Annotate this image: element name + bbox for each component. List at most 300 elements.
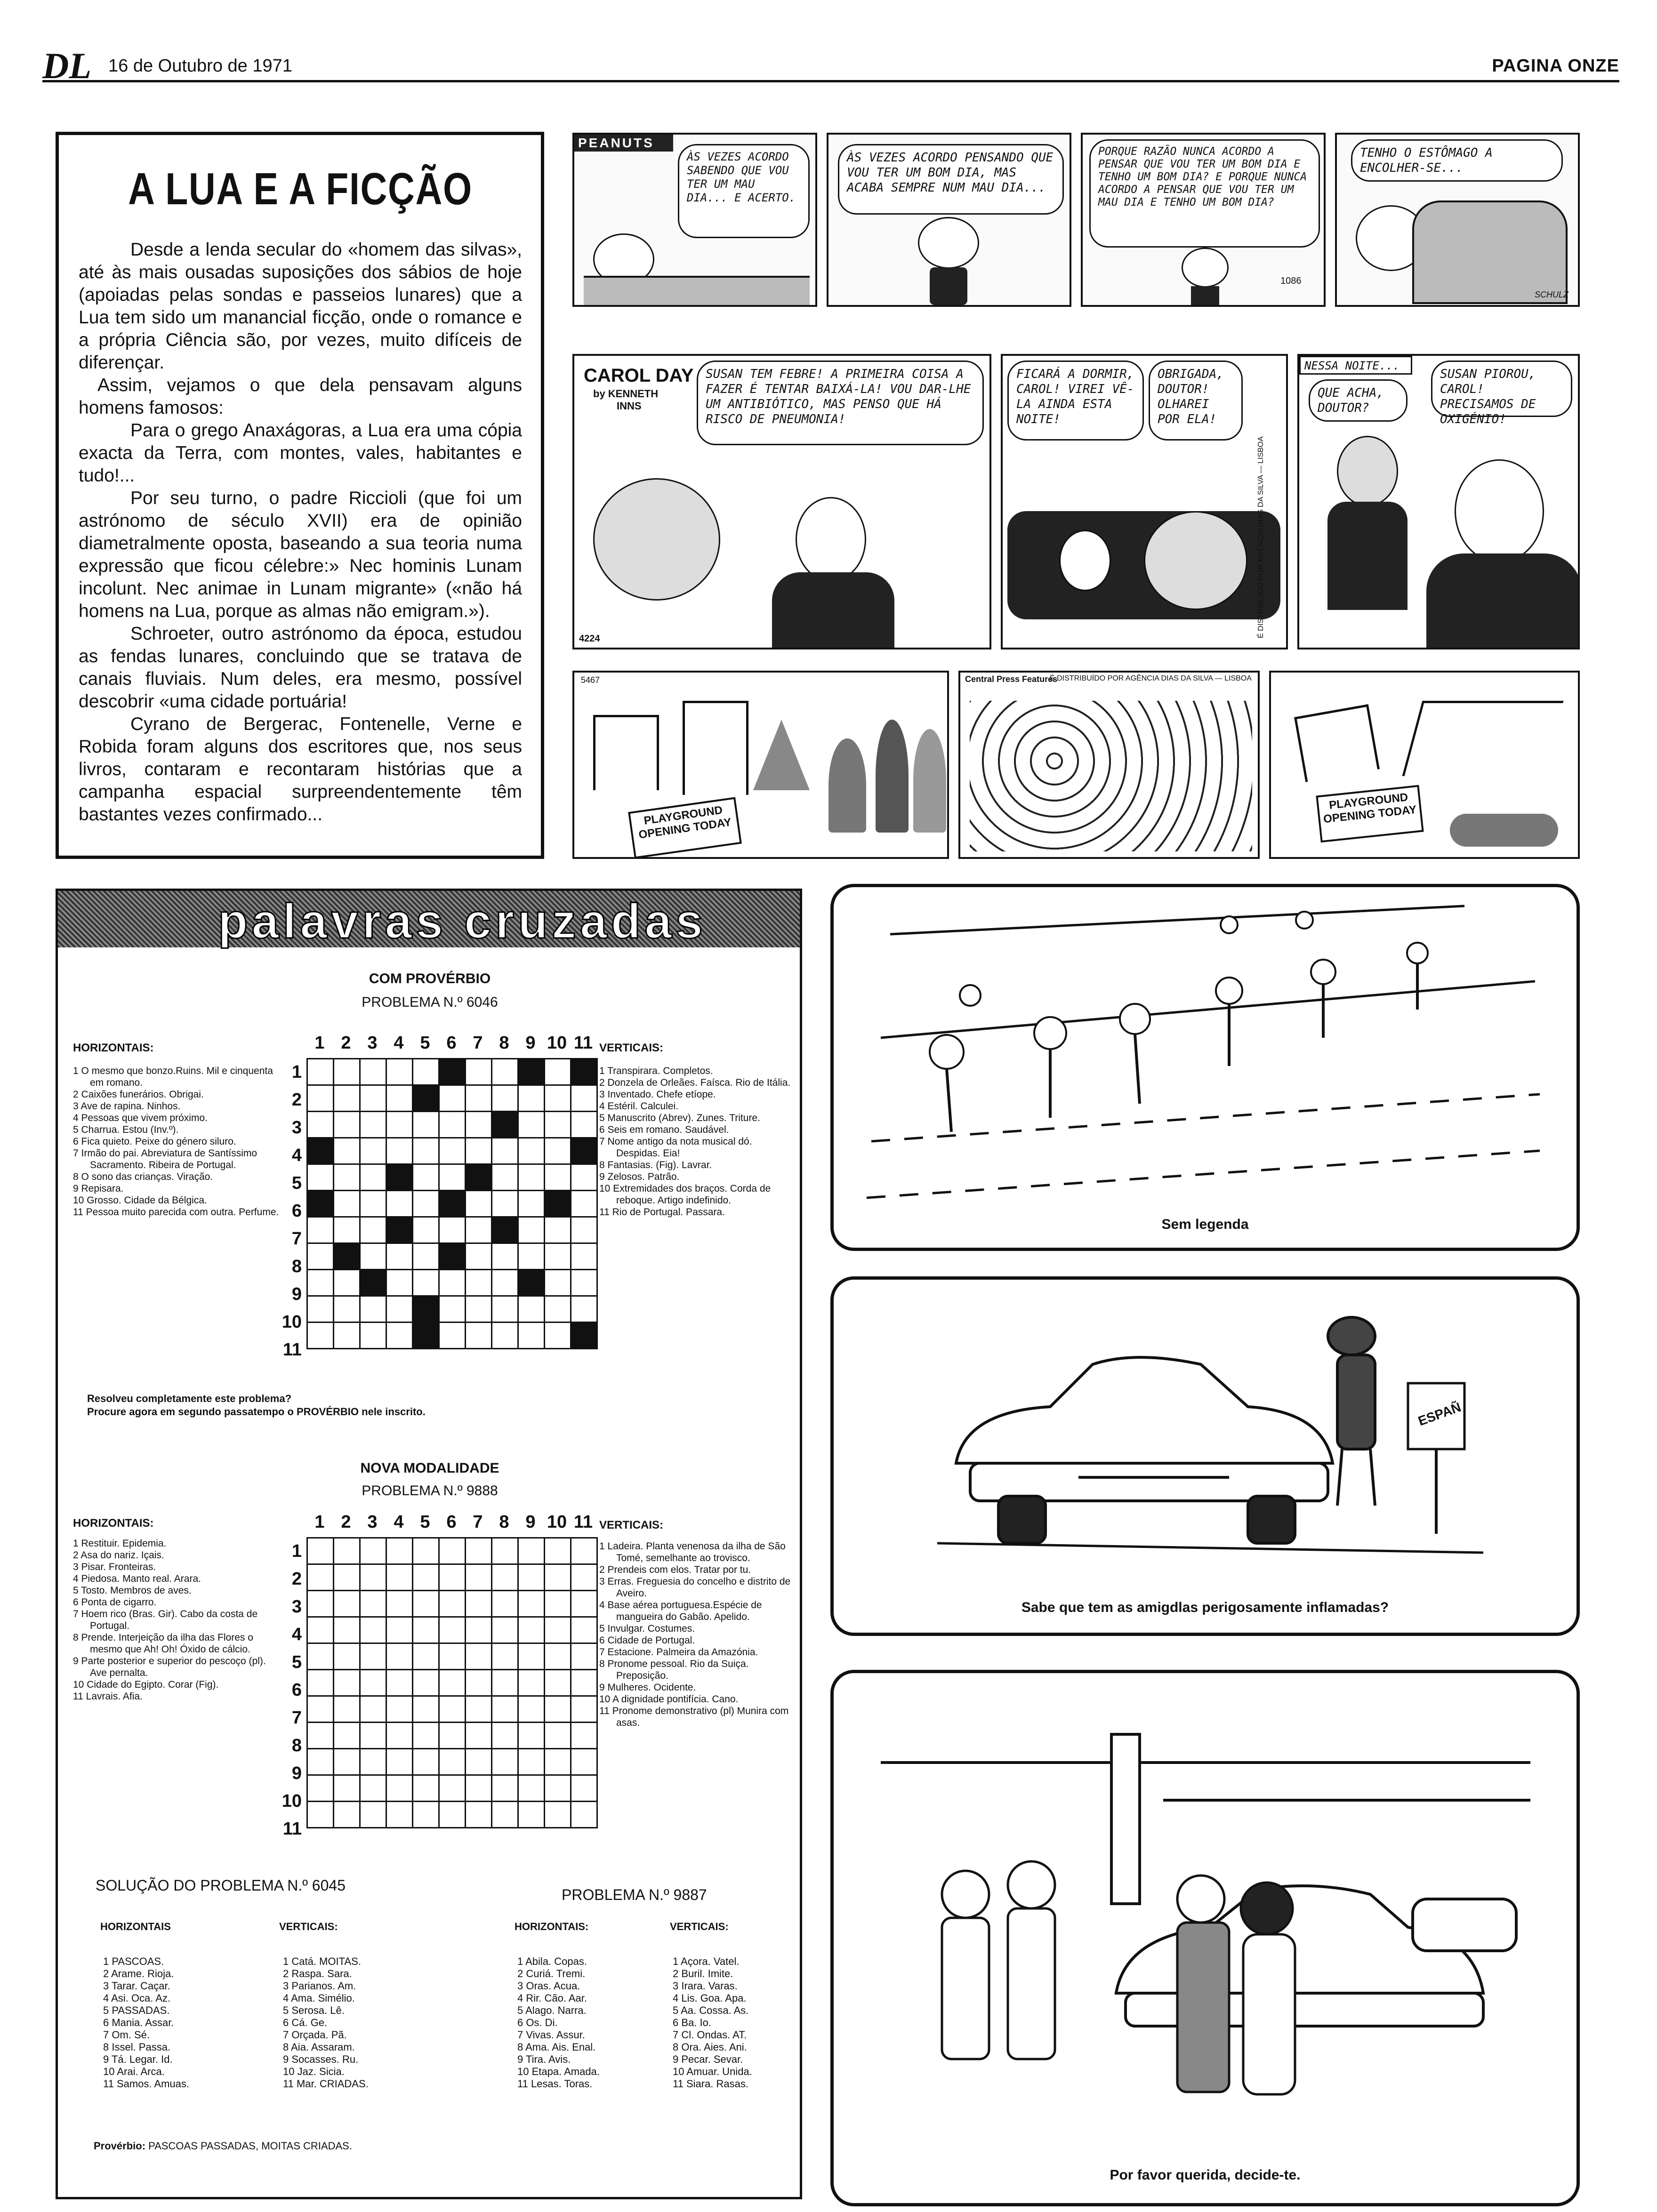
grid-cell[interactable] (466, 1085, 492, 1112)
grid-cell[interactable] (360, 1670, 386, 1696)
grid-cell[interactable] (307, 1059, 334, 1085)
grid-cell[interactable] (360, 1617, 386, 1643)
grid-cell[interactable] (413, 1643, 439, 1670)
grid-cell[interactable] (545, 1138, 571, 1164)
grid-cell[interactable] (492, 1296, 518, 1322)
grid-cell[interactable] (518, 1138, 545, 1164)
grid-cell[interactable] (518, 1296, 545, 1322)
grid-cell[interactable] (466, 1191, 492, 1217)
grid-cell[interactable] (334, 1564, 360, 1591)
grid-cell[interactable] (334, 1670, 360, 1696)
grid-cell[interactable] (518, 1617, 545, 1643)
grid-cell[interactable] (492, 1775, 518, 1802)
grid-cell[interactable] (492, 1643, 518, 1670)
clue-item: 10 Amuar. Unida. (673, 2066, 752, 2077)
grid-cell[interactable] (466, 1591, 492, 1617)
grid-cell[interactable] (545, 1243, 571, 1270)
grid-cell[interactable] (360, 1085, 386, 1112)
grid-cell[interactable] (386, 1217, 413, 1243)
grid-cell[interactable] (360, 1723, 386, 1749)
grid-cell[interactable] (466, 1112, 492, 1138)
grid-cell[interactable] (360, 1564, 386, 1591)
grid-cell[interactable] (466, 1802, 492, 1828)
grid-cell[interactable] (307, 1164, 334, 1191)
grid-cell[interactable] (492, 1138, 518, 1164)
grid-cell[interactable] (439, 1296, 466, 1322)
grid-cell[interactable] (386, 1775, 413, 1802)
grid-cell[interactable] (307, 1670, 334, 1696)
grid-cell[interactable] (439, 1617, 466, 1643)
grid-cell[interactable] (545, 1112, 571, 1138)
grid-cell[interactable] (545, 1670, 571, 1696)
grid-cell[interactable] (413, 1191, 439, 1217)
playground-panel-3 (1269, 671, 1580, 859)
grid-cell[interactable] (545, 1696, 571, 1723)
grid-cell[interactable] (466, 1164, 492, 1191)
grid-cell[interactable] (334, 1617, 360, 1643)
grid-cell[interactable] (307, 1217, 334, 1243)
clue-item: 5 PASSADAS. (103, 2004, 170, 2016)
grid-cell[interactable] (518, 1085, 545, 1112)
grid-cell[interactable] (413, 1775, 439, 1802)
grid-cell[interactable] (466, 1538, 492, 1564)
grid-cell[interactable] (545, 1775, 571, 1802)
grid-cell[interactable] (545, 1723, 571, 1749)
grid-cell[interactable] (334, 1270, 360, 1296)
grid-cell[interactable] (334, 1217, 360, 1243)
grid-cell[interactable] (439, 1696, 466, 1723)
grid-cell[interactable] (571, 1217, 597, 1243)
clue-item: 5 Charrua. Estou (Inv.º). (73, 1124, 179, 1135)
grid-cell[interactable] (386, 1112, 413, 1138)
grid-cell[interactable] (571, 1617, 597, 1643)
grid-cell[interactable] (439, 1112, 466, 1138)
grid-cell[interactable] (492, 1059, 518, 1085)
grid-cell[interactable] (439, 1243, 466, 1270)
doctor-head (1059, 530, 1111, 591)
grid-cell[interactable] (492, 1564, 518, 1591)
grid-cell[interactable] (545, 1749, 571, 1775)
grid-cell[interactable] (466, 1217, 492, 1243)
grid-cell[interactable] (466, 1059, 492, 1085)
grid-cell[interactable] (439, 1538, 466, 1564)
speech-bubble: PORQUE RAZÃO NUNCA ACORDO A PENSAR QUE VOU TER UM BOM DIA E TENHO UM BOM DIA? E PORQUE NUNCA ACORDO A PENSAR QUE VOU TER UM MAU DIA E TENHO UM BOM DIA? (1089, 139, 1320, 248)
clue-item: 2 Raspa. Sara. (283, 1968, 352, 1980)
sol2-horizontais (517, 1956, 600, 2090)
grid-cell[interactable] (386, 1138, 413, 1164)
grid-cell[interactable] (360, 1643, 386, 1670)
grid-cell[interactable] (518, 1322, 545, 1349)
problem1-title: COM PROVÉRBIO (369, 971, 491, 986)
grid-cell[interactable] (413, 1670, 439, 1696)
grid-cell[interactable] (466, 1723, 492, 1749)
grid-cell[interactable] (571, 1085, 597, 1112)
grid-cell[interactable] (518, 1564, 545, 1591)
grid-cell[interactable] (492, 1270, 518, 1296)
grid-cell[interactable] (386, 1270, 413, 1296)
grid-cell[interactable] (334, 1749, 360, 1775)
grid-cell[interactable] (334, 1059, 360, 1085)
grid-cell[interactable] (466, 1138, 492, 1164)
grid-cell[interactable] (466, 1270, 492, 1296)
clue-item: 3 Parianos. Am. (283, 1980, 356, 1992)
grid-cell[interactable] (545, 1591, 571, 1617)
grid-cell[interactable] (518, 1749, 545, 1775)
grid-cell[interactable] (413, 1138, 439, 1164)
crowd-of-children (970, 701, 1252, 851)
grid-cell[interactable] (307, 1775, 334, 1802)
column-number: 4 (394, 1033, 404, 1053)
grid-cell[interactable] (518, 1670, 545, 1696)
carol-day-strip (572, 354, 1580, 649)
grid-cell[interactable] (386, 1564, 413, 1591)
grid-cell[interactable] (413, 1723, 439, 1749)
strip-byline-name: INNS (617, 400, 642, 412)
grid-cell[interactable] (545, 1802, 571, 1828)
grid-cell[interactable] (518, 1802, 545, 1828)
grid-cell[interactable] (307, 1138, 334, 1164)
clue-item: 1 PASCOAS. (103, 1956, 164, 1967)
grid-cell[interactable] (413, 1085, 439, 1112)
grid-cell[interactable] (466, 1564, 492, 1591)
grid-cell[interactable] (413, 1217, 439, 1243)
grid-cell[interactable] (545, 1564, 571, 1591)
grid-cell[interactable] (413, 1322, 439, 1349)
grid-cell[interactable] (386, 1749, 413, 1775)
grid-cell[interactable] (492, 1217, 518, 1243)
grid-cell[interactable] (334, 1723, 360, 1749)
grid-cell[interactable] (334, 1802, 360, 1828)
grid-cell[interactable] (413, 1696, 439, 1723)
crossword-banner-title: palavras cruzadas (218, 894, 707, 949)
grid-cell[interactable] (307, 1643, 334, 1670)
grid-cell[interactable] (386, 1643, 413, 1670)
grid-cell[interactable] (545, 1059, 571, 1085)
grid-cell[interactable] (413, 1564, 439, 1591)
bed-icon (584, 276, 810, 307)
grid-cell[interactable] (439, 1723, 466, 1749)
grid-cell[interactable] (571, 1059, 597, 1085)
grid-cell[interactable] (492, 1112, 518, 1138)
cartoon-caption: Sem legenda (1161, 1217, 1249, 1232)
grid-cell[interactable] (571, 1270, 597, 1296)
grid-cell[interactable] (571, 1164, 597, 1191)
grid-cell[interactable] (518, 1643, 545, 1670)
grid-cell[interactable] (360, 1749, 386, 1775)
problem1-note-1: Resolveu completamente este problema? (87, 1393, 292, 1404)
grid-cell[interactable] (413, 1059, 439, 1085)
grid-cell[interactable] (439, 1138, 466, 1164)
grid-cell[interactable] (307, 1591, 334, 1617)
grid-cell[interactable] (492, 1802, 518, 1828)
problem2-grid[interactable] (306, 1537, 598, 1828)
peanuts-strip (572, 133, 1580, 307)
grid-cell[interactable] (413, 1617, 439, 1643)
grid-cell[interactable] (360, 1164, 386, 1191)
grid-cell[interactable] (439, 1802, 466, 1828)
clue-item: 3 Tarar. Caçar. (103, 1980, 170, 1992)
grid-cell[interactable] (492, 1191, 518, 1217)
grid-cell[interactable] (545, 1270, 571, 1296)
grid-cell[interactable] (571, 1243, 597, 1270)
row-number: 4 (291, 1146, 302, 1165)
grid-cell[interactable] (545, 1085, 571, 1112)
clue-item: 4 Piedosa. Manto real. Arara. (73, 1573, 201, 1584)
grid-cell[interactable] (571, 1696, 597, 1723)
grid-cell[interactable] (571, 1802, 597, 1828)
grid-cell[interactable] (360, 1138, 386, 1164)
grid-cell[interactable] (439, 1749, 466, 1775)
grid-cell[interactable] (386, 1802, 413, 1828)
grid-cell[interactable] (439, 1217, 466, 1243)
grid-cell[interactable] (334, 1591, 360, 1617)
grid-cell[interactable] (307, 1802, 334, 1828)
grid-cell[interactable] (307, 1749, 334, 1775)
grid-cell[interactable] (518, 1059, 545, 1085)
grid-cell[interactable] (571, 1723, 597, 1749)
grid-cell[interactable] (518, 1270, 545, 1296)
row-number: 8 (291, 1736, 302, 1755)
grid-cell[interactable] (413, 1164, 439, 1191)
grid-cell[interactable] (307, 1191, 334, 1217)
crossword-banner (58, 891, 800, 947)
problem1-verticais-clues (599, 1065, 797, 1218)
grid-cell[interactable] (545, 1643, 571, 1670)
grid-cell[interactable] (307, 1538, 334, 1564)
grid-cell[interactable] (518, 1775, 545, 1802)
clue-item: 10 Grosso. Cidade da Bélgica. (73, 1195, 207, 1206)
clue-item: 9 Zelosos. Patrão. (599, 1171, 680, 1182)
column-number: 8 (499, 1512, 509, 1532)
grid-cell[interactable] (360, 1059, 386, 1085)
grid-cell[interactable] (307, 1270, 334, 1296)
grid-cell[interactable] (307, 1617, 334, 1643)
grid-cell[interactable] (334, 1538, 360, 1564)
grid-cell[interactable] (307, 1723, 334, 1749)
grid-cell[interactable] (571, 1191, 597, 1217)
grid-cell[interactable] (571, 1112, 597, 1138)
grid-cell[interactable] (466, 1749, 492, 1775)
grid-cell[interactable] (466, 1617, 492, 1643)
grid-cell[interactable] (439, 1591, 466, 1617)
grid-cell[interactable] (334, 1296, 360, 1322)
grid-cell[interactable] (439, 1164, 466, 1191)
grid-cell[interactable] (571, 1591, 597, 1617)
woman-head (593, 478, 720, 601)
grid-cell[interactable] (334, 1112, 360, 1138)
grid-cell[interactable] (518, 1191, 545, 1217)
grid-cell[interactable] (386, 1243, 413, 1270)
grid-cell[interactable] (386, 1085, 413, 1112)
problem1-grid[interactable] (306, 1058, 598, 1349)
grid-cell[interactable] (518, 1164, 545, 1191)
grid-cell[interactable] (413, 1112, 439, 1138)
grid-cell[interactable] (466, 1670, 492, 1696)
grid-cell[interactable] (386, 1696, 413, 1723)
clue-item: 7 Om. Sé. (103, 2029, 150, 2041)
grid-cell[interactable] (413, 1802, 439, 1828)
grid-cell[interactable] (360, 1775, 386, 1802)
grid-cell[interactable] (307, 1112, 334, 1138)
grid-cell[interactable] (492, 1591, 518, 1617)
grid-cell[interactable] (413, 1749, 439, 1775)
clue-item: 2 Curiá. Tremi. (517, 1968, 586, 1980)
grid-cell[interactable] (518, 1723, 545, 1749)
column-number: 6 (446, 1512, 457, 1532)
playground-panel-2 (958, 671, 1260, 859)
grid-cell[interactable] (439, 1322, 466, 1349)
problem1-horizontais-clues (73, 1065, 280, 1218)
grid-cell[interactable] (492, 1538, 518, 1564)
grid-cell[interactable] (307, 1564, 334, 1591)
grid-cell[interactable] (571, 1643, 597, 1670)
grid-cell[interactable] (518, 1243, 545, 1270)
grid-cell[interactable] (466, 1775, 492, 1802)
grid-cell[interactable] (360, 1296, 386, 1322)
clue-item: 5 Manuscrito (Abrev). Zunes. Triture. (599, 1113, 760, 1123)
row-number: 7 (291, 1708, 302, 1728)
grid-cell[interactable] (413, 1591, 439, 1617)
grid-cell[interactable] (571, 1749, 597, 1775)
grid-cell[interactable] (334, 1643, 360, 1670)
column-number: 7 (473, 1033, 483, 1053)
grid-cell[interactable] (334, 1243, 360, 1270)
grid-cell[interactable] (386, 1723, 413, 1749)
grid-cell[interactable] (571, 1775, 597, 1802)
grid-cell[interactable] (334, 1696, 360, 1723)
grid-cell[interactable] (492, 1723, 518, 1749)
grid-cell[interactable] (386, 1538, 413, 1564)
grid-cell[interactable] (571, 1538, 597, 1564)
column-number: 10 (547, 1033, 567, 1053)
peanuts-logo: PEANUTS (574, 135, 673, 152)
grid-cell[interactable] (492, 1617, 518, 1643)
grid-cell[interactable] (439, 1270, 466, 1296)
grid-cell[interactable] (545, 1322, 571, 1349)
grid-cell[interactable] (386, 1322, 413, 1349)
grid-cell[interactable] (360, 1802, 386, 1828)
clue-item: 3 Oras. Acua. (517, 1980, 580, 1992)
grid-cell[interactable] (360, 1243, 386, 1270)
speech-bubble: FICARÁ A DORMIR, CAROL! VIREI VÊ-LA AINDA ESTA NOITE! (1007, 361, 1144, 441)
grid-cell[interactable] (413, 1538, 439, 1564)
grid-cell[interactable] (307, 1322, 334, 1349)
grid-cell[interactable] (545, 1538, 571, 1564)
row-number: 5 (291, 1652, 302, 1672)
grid-cell[interactable] (545, 1296, 571, 1322)
grid-cell[interactable] (492, 1164, 518, 1191)
grid-cell[interactable] (571, 1564, 597, 1591)
grid-cell[interactable] (466, 1296, 492, 1322)
grid-cell[interactable] (439, 1643, 466, 1670)
grid-cell[interactable] (386, 1059, 413, 1085)
grid-cell[interactable] (386, 1617, 413, 1643)
grid-cell[interactable] (466, 1643, 492, 1670)
grid-cell[interactable] (545, 1217, 571, 1243)
grid-cell[interactable] (439, 1564, 466, 1591)
grid-cell[interactable] (360, 1322, 386, 1349)
charlie-brown-body (1191, 286, 1219, 307)
clue-item: 2 Caixões funerários. Obrigai. (73, 1089, 204, 1100)
clue-item: 5 Aa. Cossa. As. (673, 2004, 749, 2016)
grid-cell[interactable] (466, 1696, 492, 1723)
grid-cell[interactable] (307, 1696, 334, 1723)
grid-cell[interactable] (492, 1749, 518, 1775)
grid-cell[interactable] (386, 1296, 413, 1322)
grid-cell[interactable] (439, 1059, 466, 1085)
grid-cell[interactable] (360, 1217, 386, 1243)
grid-cell[interactable] (492, 1085, 518, 1112)
grid-cell[interactable] (545, 1191, 571, 1217)
grid-cell[interactable] (518, 1591, 545, 1617)
grid-cell[interactable] (466, 1243, 492, 1270)
grid-cell[interactable] (492, 1670, 518, 1696)
grid-cell[interactable] (413, 1270, 439, 1296)
clue-item: 4 Base aérea portuguesa.Espécie de mangueira do Gabão. Apelido. (599, 1600, 762, 1622)
grid-cell[interactable] (439, 1670, 466, 1696)
clue-item: 3 Ave de rapina. Ninhos. (73, 1101, 181, 1112)
grid-cell[interactable] (360, 1696, 386, 1723)
grid-cell[interactable] (386, 1191, 413, 1217)
clue-item: 2 Asa do nariz. Içais. (73, 1550, 164, 1561)
grid-cell[interactable] (360, 1191, 386, 1217)
grid-cell[interactable] (386, 1670, 413, 1696)
grid-cell[interactable] (360, 1270, 386, 1296)
grid-cell[interactable] (334, 1191, 360, 1217)
grid-cell[interactable] (334, 1322, 360, 1349)
grid-cell[interactable] (492, 1243, 518, 1270)
proverb-label: Provérbio: (94, 2140, 146, 2152)
grid-cell[interactable] (518, 1217, 545, 1243)
grid-cell[interactable] (571, 1296, 597, 1322)
grid-cell[interactable] (413, 1243, 439, 1270)
grid-cell[interactable] (518, 1538, 545, 1564)
grid-cell[interactable] (334, 1138, 360, 1164)
grid-cell[interactable] (386, 1591, 413, 1617)
grid-cell[interactable] (360, 1538, 386, 1564)
sol2-verticais (673, 1956, 752, 2090)
grid-cell[interactable] (518, 1696, 545, 1723)
syndicate-credit: Central Press Features (965, 674, 1058, 684)
grid-cell[interactable] (307, 1296, 334, 1322)
grid-cell[interactable] (360, 1591, 386, 1617)
grid-cell[interactable] (571, 1670, 597, 1696)
grid-cell[interactable] (439, 1775, 466, 1802)
grid-cell[interactable] (334, 1164, 360, 1191)
grid-cell[interactable] (545, 1164, 571, 1191)
problem2-title: NOVA MODALIDADE (360, 1460, 499, 1476)
grid-cell[interactable] (413, 1296, 439, 1322)
grid-cell[interactable] (492, 1696, 518, 1723)
carol-day-panel-2 (1001, 354, 1288, 649)
article-paragraph: Cyrano de Bergerac, Fontenelle, Verne e Robida foram alguns dos escritores que, nos seus livros, contaram e recontaram histórias que a campanha espacial surpreendentemente têm bastantes vezes confirmado... (79, 714, 522, 825)
grid-cell[interactable] (466, 1322, 492, 1349)
grid-cell[interactable] (307, 1085, 334, 1112)
grid-cell[interactable] (545, 1617, 571, 1643)
grid-cell[interactable] (360, 1112, 386, 1138)
grid-cell[interactable] (492, 1322, 518, 1349)
grid-cell[interactable] (334, 1775, 360, 1802)
grid-cell[interactable] (334, 1085, 360, 1112)
grid-cell[interactable] (386, 1164, 413, 1191)
grid-cell[interactable] (307, 1243, 334, 1270)
column-number: 5 (420, 1033, 430, 1053)
grid-cell[interactable] (518, 1112, 545, 1138)
grid-cell[interactable] (439, 1085, 466, 1112)
grid-cell[interactable] (439, 1191, 466, 1217)
grid-cell[interactable] (571, 1322, 597, 1349)
grid-cell[interactable] (571, 1138, 597, 1164)
